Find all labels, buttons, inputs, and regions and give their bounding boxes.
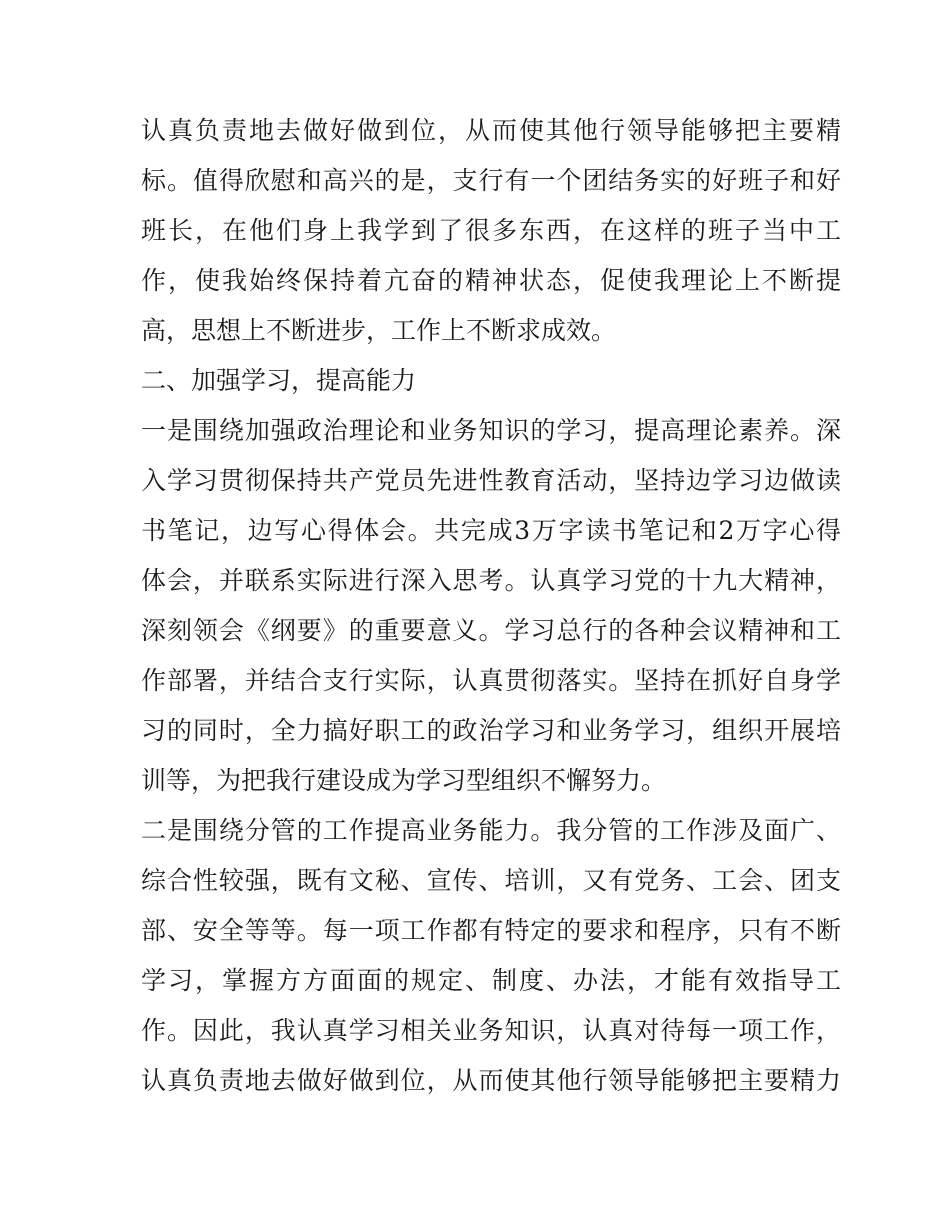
text-line: 班长，在他们身上我学到了很多东西，在这样的班子当中工	[141, 216, 841, 245]
text-line: 体会，并联系实际进行深入思考。认真学习党的十九大精神，	[141, 566, 841, 595]
text-line: 认真负责地去做好做到位，从而使其他行领导能够把主要精	[141, 116, 841, 145]
text-line: 书笔记，边写心得体会。共完成3万字读书笔记和2万字心得	[141, 516, 841, 545]
text-line: 入学习贯彻保持共产党员先进性教育活动，坚持边学习边做读	[141, 466, 841, 495]
text-line: 综合性较强，既有文秘、宣传、培训，又有党务、工会、团支	[141, 866, 841, 895]
text-line: 训等，为把我行建设成为学习型组织不懈努力。	[141, 766, 667, 795]
text-line: 深刻领会《纲要》的重要意义。学习总行的各种会议精神和工	[141, 616, 841, 645]
text-line: 二是围绕分管的工作提高业务能力。我分管的工作涉及面广、	[141, 816, 841, 845]
text-line: 部、安全等等。每一项工作都有特定的要求和程序，只有不断	[141, 916, 841, 945]
section-heading: 二、加强学习，提高能力	[141, 366, 417, 395]
text-line: 一是围绕加强政治理论和业务知识的学习，提高理论素养。深	[141, 416, 841, 445]
text-line: 作。因此，我认真学习相关业务知识，认真对待每一项工作，	[141, 1016, 841, 1045]
text-line: 认真负责地去做好做到位，从而使其他行领导能够把主要精力	[141, 1066, 841, 1095]
text-line: 作，使我始终保持着亢奋的精神状态，促使我理论上不断提	[141, 266, 841, 295]
text-line: 作部署，并结合支行实际，认真贯彻落实。坚持在抓好自身学	[141, 666, 841, 695]
text-line: 高，思想上不断进步，工作上不断求成效。	[141, 316, 617, 345]
body-text	[141, 106, 841, 1106]
text-line: 标。值得欣慰和高兴的是，支行有一个团结务实的好班子和好	[141, 166, 841, 195]
text-line: 习的同时，全力搞好职工的政治学习和业务学习，组织开展培	[141, 716, 841, 745]
text-line: 学习，掌握方方面面的规定、制度、办法，才能有效指导工	[141, 966, 841, 995]
